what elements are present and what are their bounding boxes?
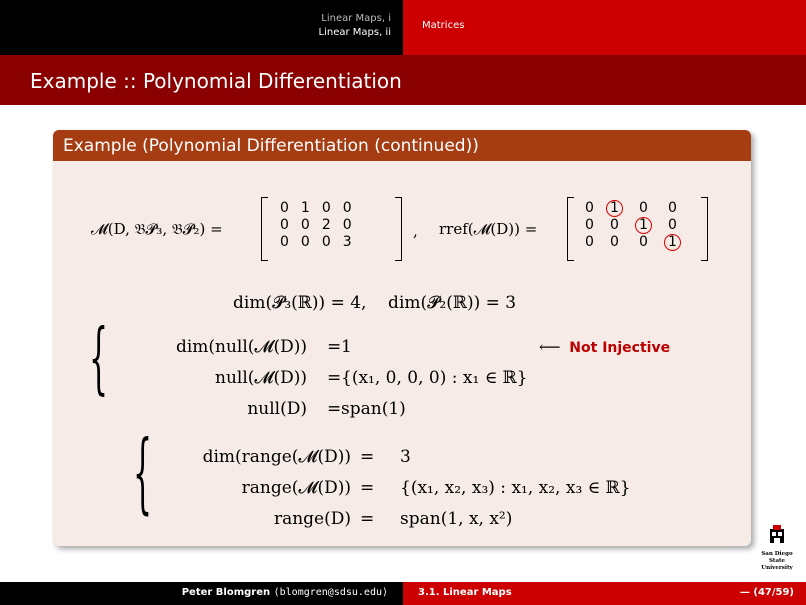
null-space-lhs: null(𝓜(D))	[215, 368, 307, 388]
footer-bar	[0, 582, 806, 605]
matrix1-left-bracket	[261, 197, 268, 261]
equals-sign: =	[327, 368, 342, 388]
matrix-cell: 0	[300, 217, 310, 233]
pivot-circle: 1	[606, 200, 623, 217]
matrix-cell: 0	[609, 234, 619, 250]
equals-sign: =	[360, 509, 375, 529]
matrix-cell: 1	[300, 200, 310, 216]
footer-section[interactable]: 3.1. Linear Maps	[418, 587, 512, 598]
matrix-cell: 0	[638, 200, 648, 216]
matrix-cell: 0	[342, 200, 352, 216]
matrix1-row	[274, 200, 358, 217]
matrix-cell: 3	[342, 234, 352, 250]
matrix1-row	[274, 234, 358, 251]
matrix-cell-pivot	[629, 217, 658, 234]
range-d-lhs: range(D)	[273, 509, 351, 529]
matrix1-right-bracket	[395, 197, 402, 261]
example-block-title: Example (Polynomial Differentiation (continued))	[53, 130, 751, 161]
matrix-cell: 0	[342, 217, 352, 233]
equals-sign: =	[327, 337, 342, 357]
rref-lhs-label: rref(𝓜(D)) =	[439, 220, 538, 238]
nav-link-linear-maps-i[interactable]: Linear Maps, i	[321, 13, 391, 24]
logo-line-1: San Diego State	[761, 551, 793, 564]
matrix-cell-pivot	[658, 234, 687, 251]
pivot-circle: 1	[664, 234, 681, 251]
matrix2-row	[579, 200, 687, 217]
example-block	[53, 130, 751, 546]
matrix-cell: 0	[321, 234, 331, 250]
matrix-cell-pivot	[600, 200, 629, 217]
left-brace: {	[89, 314, 109, 406]
matrix-cell: 0	[667, 217, 677, 233]
matrix-cell: 0	[638, 234, 648, 250]
null-dim-rhs: 1	[341, 337, 352, 357]
pivot-circle: 1	[635, 217, 652, 234]
nav-link-linear-maps-ii[interactable]: Linear Maps, ii	[318, 27, 391, 38]
matrix1	[274, 200, 358, 251]
matrix-cell: 0	[585, 217, 594, 233]
footer-author	[182, 587, 388, 598]
injective-note	[539, 338, 670, 356]
nav-link-matrices[interactable]: Matrices	[422, 20, 465, 31]
matrix-cell: 0	[667, 200, 677, 216]
range-space-rhs: {(x₁, x₂, x₃) : x₁, x₂, x₃ ∈ ℝ}	[400, 478, 631, 498]
top-navigation-bar	[0, 0, 806, 55]
matrix-lhs-label: 𝓜(D, 𝔅𝓟₃, 𝔅𝓟₂) =	[91, 220, 223, 238]
matrix2-row	[579, 217, 687, 234]
slide-title: Example :: Polynomial Differentiation	[30, 69, 402, 93]
null-dim-lhs: dim(null(𝓜(D))	[175, 337, 307, 357]
university-logo	[754, 525, 800, 572]
author-name: Peter Blomgren	[181, 587, 271, 598]
matrix-cell: 0	[585, 234, 594, 250]
matrix2-left-bracket	[567, 197, 574, 261]
matrix2-row	[579, 234, 687, 251]
matrix-cell: 0	[321, 200, 331, 216]
university-seal-icon	[768, 525, 786, 547]
null-d-rhs: span(1)	[341, 399, 406, 419]
matrix-cell: 0	[585, 200, 594, 216]
dimension-statement: dim(𝓟₃(ℝ)) = 4, dim(𝓟₂(ℝ)) = 3	[233, 293, 517, 313]
matrix-cell: 0	[280, 217, 289, 233]
left-arrow-icon: ⟵	[539, 338, 561, 356]
range-space-lhs: range(𝓜(D))	[241, 478, 351, 498]
matrix-separator-comma: ,	[413, 222, 418, 240]
left-brace: {	[133, 424, 153, 526]
range-d-rhs: span(1, x, x²)	[400, 509, 513, 529]
matrix-cell: 0	[300, 234, 310, 250]
matrix2	[579, 200, 687, 251]
equals-sign: =	[327, 399, 342, 419]
not-injective-label: Not Injective	[569, 340, 671, 356]
author-email[interactable]: ⟨blomgren@sdsu.edu⟩	[273, 587, 388, 598]
matrix-cell: 0	[280, 234, 289, 250]
slide-title-bar	[0, 55, 806, 105]
matrix-cell: 0	[280, 200, 289, 216]
matrix-cell: 2	[321, 217, 331, 233]
null-space-rhs: {(x₁, 0, 0, 0) : x₁ ∈ ℝ}	[341, 368, 528, 388]
matrix2-right-bracket	[701, 197, 708, 261]
logo-line-2: University	[761, 565, 793, 571]
matrix-cell: 0	[609, 217, 619, 233]
equals-sign: =	[360, 478, 375, 498]
null-d-lhs: null(D)	[247, 399, 307, 419]
range-dim-lhs: dim(range(𝓜(D))	[202, 447, 351, 467]
equals-sign: =	[360, 447, 375, 467]
nav-subsections	[319, 12, 392, 40]
footer-page-number: — (47/59)	[739, 587, 794, 598]
matrix1-row	[274, 217, 358, 234]
range-dim-rhs: 3	[400, 447, 411, 467]
